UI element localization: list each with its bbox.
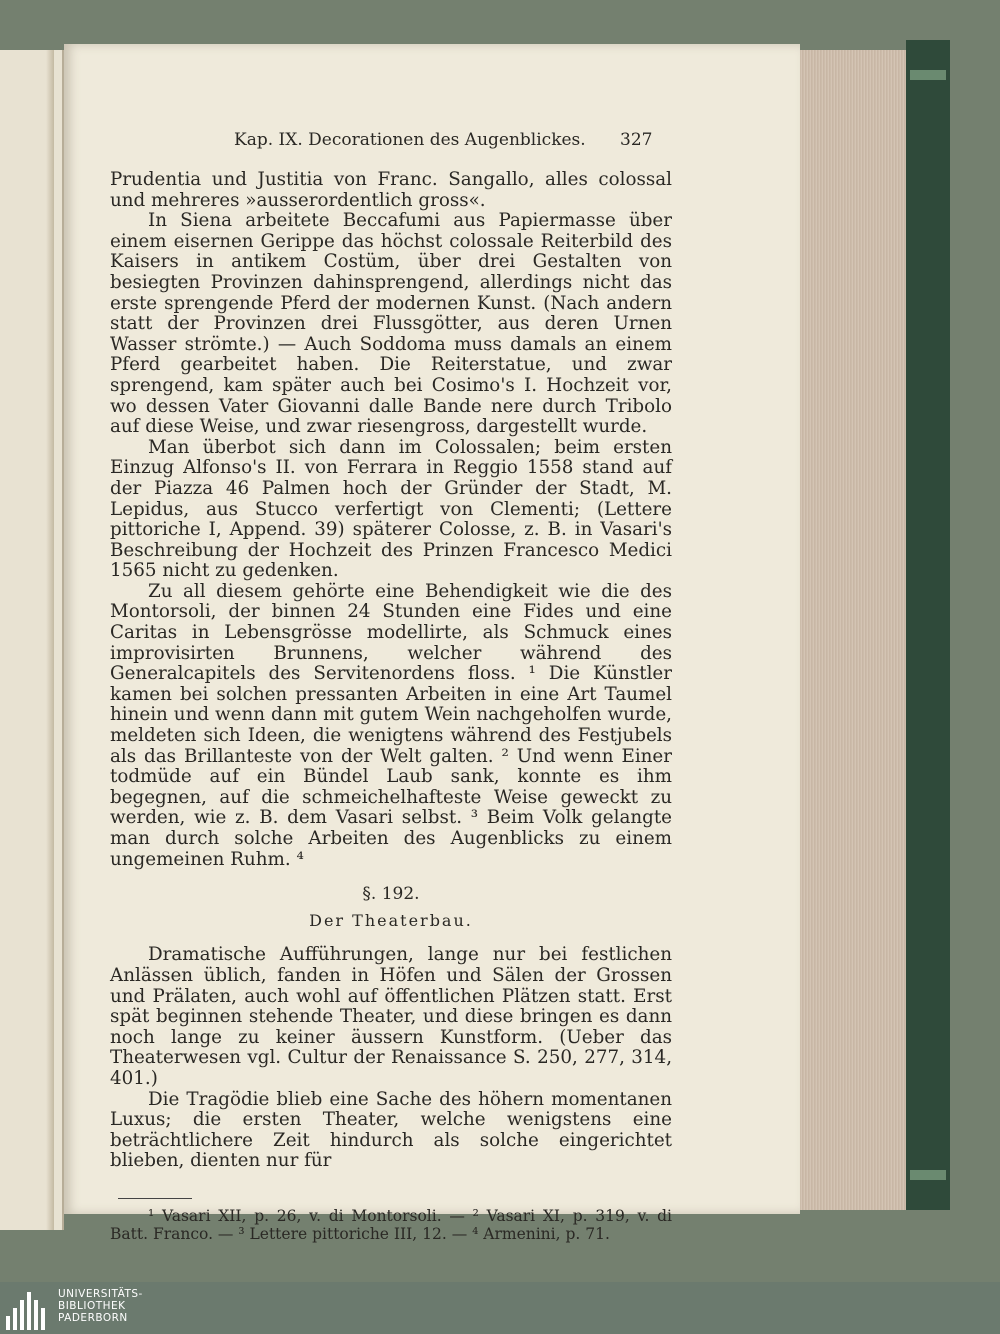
page-body (110, 170, 672, 1243)
library-logo-icon (6, 1286, 50, 1330)
book-cover (906, 40, 950, 1210)
logo-line: PADERBORN (58, 1312, 128, 1324)
paragraph: Die Tragödie blieb eine Sache des höhern momentanen Luxus; die ersten Theater, welche wenigstens eine beträchtlichere Zeit hindurch als solche eingerichtet blieben, dienten nur für (110, 1088, 672, 1172)
logo-line: BIBLIOTHEK (58, 1300, 126, 1312)
section-number: §. 192. (362, 884, 420, 905)
library-logo (0, 1282, 1000, 1334)
paragraph: Zu all diesem gehörte eine Behendigkeit wie die des Montorsoli, der binnen 24 Stunden eine Fides und eine Caritas in Lebensgrösse modellirte, als Schmuck eines improvisirten Brunnens, welcher während des Generalcapitels des Servitenordens floss. ¹ Die Künstler kamen bei solchen pressanten Arbeiten in eine Art Taumel hinein und wenn dann mit gutem Wein nachgeholfen wurde, meldeten sich Ideen, die wenigtens während des Festjubels als das Brillanteste von der Welt galten. ² Und wenn Einer todmüde auf ein Bündel Laub sank, konnte es ihm begegnen, auf die schmeichelhafteste Weise geweckt zu werden, wie z. B. dem Vasari selbst. ³ Beim Volk gelangte man durch solche Arbeiten des Augenblicks zu einem ungemeinen Ruhm. ⁴ (110, 580, 672, 870)
logo-line: UNIVERSITÄTS- (58, 1288, 143, 1300)
footnotes: ¹ Vasari XII, p. 26, v. di Montorsoli. — ² Vasari XI, p. 319, v. di Batt. Franco. — ³ Lettere pittoriche III, 12. — ⁴ Armenini, p. 71. (110, 1206, 672, 1243)
running-title: Kap. IX. Decorationen des Augenblickes. (234, 130, 586, 150)
footnote-rule (118, 1198, 192, 1199)
left-page-edge (0, 50, 64, 1230)
paragraph: In Siena arbeitete Beccafumi aus Papiermasse über einem eisernen Gerippe das höchst colossale Reiterbild des Kaisers in antikem Costüm, über drei Gestalten von besiegten Provinzen dahinsprengend, allerdings nicht das erste sprengende Pferd der modernen Kunst. (Nach andern statt der Provinzen drei Flussgötter, aus deren Urnen Wasser strömte.) — Auch Soddoma muss damals an einem Pferd gearbeitet haben. Die Reiterstatue, und zwar sprengend, kam später auch bei Cosimo's I. Hochzeit vor, wo dessen Vater Giovanni dalle Bande nere durch Tribolo auf diese Weise, und zwar riesengross, dargestellt wurde. (110, 210, 672, 438)
page-number: 327 (620, 130, 653, 150)
paragraph: Man überbot sich dann im Colossalen; beim ersten Einzug Alfonso's II. von Ferrara in Reggio 1558 stand auf der Piazza 46 Palmen hoch der Gründer der Stadt, M. Lepidus, aus Stucco verfertigt von Clementi; (Lettere pittoriche I, Append. 39) späterer Colosse, z. B. in Vasari's Beschreibung der Hochzeit des Prinzen Francesco Medici 1565 nicht zu gedenken. (110, 436, 672, 582)
page-edges (800, 50, 906, 1210)
paragraph: Prudentia und Justitia von Franc. Sangallo, alles colossal und mehreres »ausserordentlich gross«. (110, 169, 672, 211)
paragraph: Dramatische Aufführungen, lange nur bei festlichen Anlässen üblich, fanden in Höfen und Sälen der Grossen und Prälaten, auch wohl auf öffentlichen Plätzen statt. Erst spät beginnen stehende Theater, und diese bringen es dann noch lange zu keiner äussern Kunstform. (Ueber das Theaterwesen vgl. Cultur der Renaissance S. 250, 277, 314, 401.) (110, 944, 672, 1089)
book-page (64, 44, 800, 1243)
library-logo-text (58, 1288, 143, 1324)
section-title: Der Theaterbau. (309, 910, 473, 930)
